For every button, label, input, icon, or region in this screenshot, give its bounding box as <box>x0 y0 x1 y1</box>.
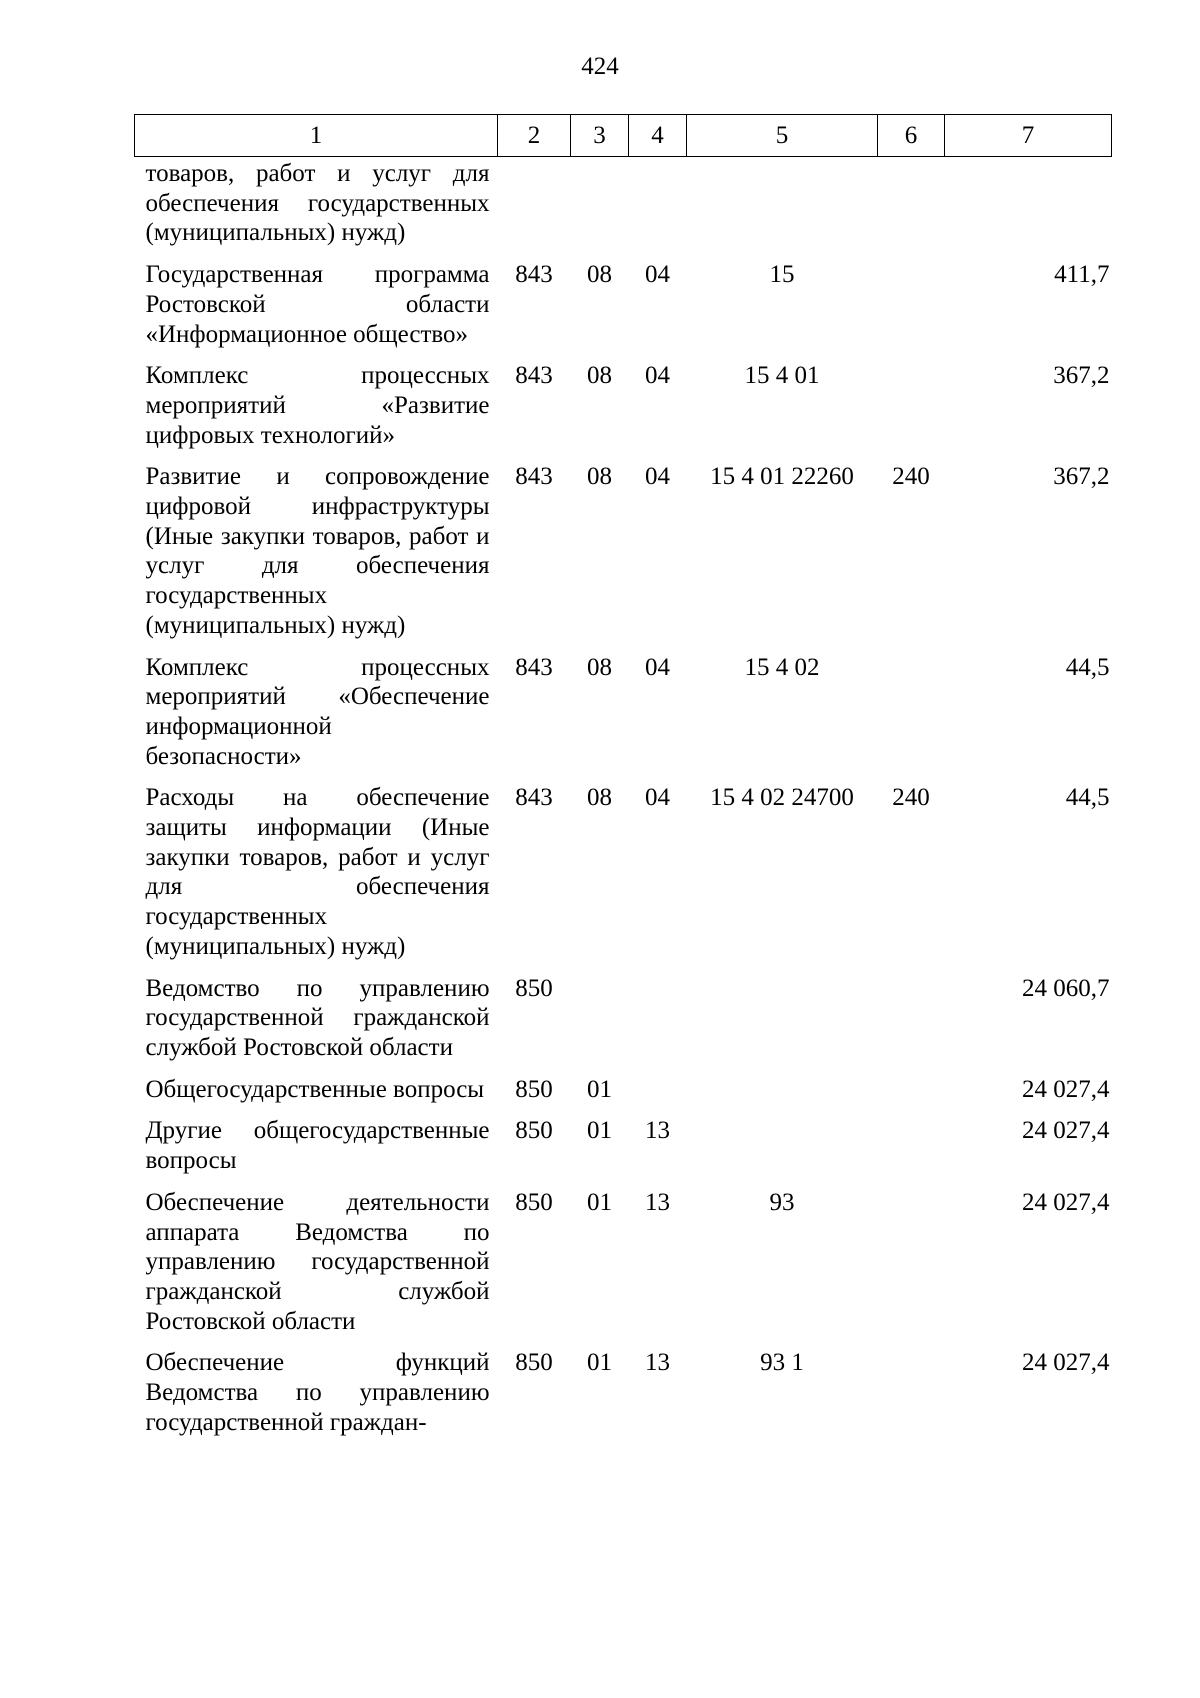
subsection-cell: 04 <box>645 261 670 289</box>
section-cell: 01 <box>587 1188 612 1216</box>
column-header-2: 2 <box>498 115 571 157</box>
admin-code-cell: 850 <box>515 1075 553 1103</box>
target-article-cell: 15 4 02 24700 <box>710 784 854 812</box>
item-name-cell: Расходы на обеспечение защиты информации (Иные закупки товаров, работ и услуг для обеспечения государственных (муниципальных) нужд) <box>145 784 490 960</box>
admin-code-cell: 850 <box>515 1117 553 1145</box>
table-row <box>135 462 1112 652</box>
item-name-cell: Комплекс процессных мероприятий «Обеспечение информационной безопасности» <box>145 653 490 770</box>
table-row <box>135 361 1112 462</box>
target-article-cell: 15 4 01 <box>744 362 820 390</box>
section-cell <box>571 974 629 1075</box>
amount-cell <box>945 157 1112 261</box>
column-header-4: 4 <box>629 115 687 157</box>
expense-type-cell <box>878 1188 945 1349</box>
page-number: 424 <box>581 53 619 80</box>
table-row <box>135 1348 1112 1449</box>
target-article-cell <box>687 974 878 1075</box>
table-row <box>135 1116 1112 1187</box>
item-name-cell: Ведомство по управлению государственной гражданской службой Ростовской области <box>145 974 490 1061</box>
header-row <box>135 115 1112 157</box>
column-header-3: 3 <box>571 115 629 157</box>
item-name-cell: Другие общегосударственные вопросы <box>145 1117 490 1175</box>
section-cell <box>571 157 629 261</box>
section-cell: 08 <box>587 653 612 681</box>
target-article-cell <box>687 157 878 261</box>
admin-code-cell: 843 <box>515 261 553 289</box>
subsection-cell: 13 <box>645 1188 670 1216</box>
admin-code-cell <box>498 157 571 261</box>
amount-cell: 24 060,7 <box>1022 974 1110 1002</box>
table-row <box>135 653 1112 784</box>
table-row <box>135 157 1112 261</box>
section-cell: 01 <box>587 1349 612 1377</box>
section-cell: 01 <box>587 1117 612 1145</box>
item-name-cell: Общегосударственные вопросы <box>145 1075 485 1103</box>
target-article-cell: 15 <box>769 261 795 289</box>
subsection-cell <box>629 157 687 261</box>
admin-code-cell: 850 <box>515 974 553 1002</box>
subsection-cell: 13 <box>645 1117 670 1145</box>
admin-code-cell: 843 <box>515 653 553 681</box>
item-name-cell: Развитие и сопровождение цифровой инфраструктуры (Иные закупки товаров, работ и услуг для обеспечения государственных (муниципальных) нужд) <box>145 463 490 639</box>
target-article-cell <box>687 1075 878 1117</box>
expense-type-cell <box>878 653 945 784</box>
subsection-cell: 04 <box>645 463 670 491</box>
section-cell: 08 <box>587 784 612 812</box>
admin-code-cell: 843 <box>515 362 553 390</box>
subsection-cell: 04 <box>645 362 670 390</box>
expense-type-cell <box>878 1116 945 1187</box>
item-name-cell: Обеспечение деятельности аппарата Ведомства по управлению государственной гражданской службой Ростовской области <box>145 1188 490 1335</box>
section-cell: 08 <box>587 463 612 491</box>
target-article-cell: 15 4 01 22260 <box>710 463 854 491</box>
expense-type-cell <box>878 361 945 462</box>
section-cell: 08 <box>587 362 612 390</box>
subsection-cell: 04 <box>645 784 670 812</box>
subsection-cell <box>629 974 687 1075</box>
admin-code-cell: 843 <box>515 784 553 812</box>
table-row <box>135 974 1112 1075</box>
amount-cell: 24 027,4 <box>1022 1117 1110 1145</box>
column-header-6: 6 <box>878 115 945 157</box>
admin-code-cell: 850 <box>515 1188 553 1216</box>
item-name-cell: Обеспечение функций Ведомства по управлению государственной граждан- <box>145 1349 490 1436</box>
expense-type-cell: 240 <box>892 463 930 491</box>
amount-cell: 44,5 <box>1065 653 1110 681</box>
amount-cell: 411,7 <box>1054 261 1110 289</box>
subsection-cell: 04 <box>645 653 670 681</box>
amount-cell: 44,5 <box>1065 784 1110 812</box>
section-cell: 08 <box>587 261 612 289</box>
admin-code-cell: 843 <box>515 463 553 491</box>
amount-cell: 24 027,4 <box>1022 1075 1110 1103</box>
column-header-1: 1 <box>135 115 498 157</box>
subsection-cell: 13 <box>645 1349 670 1377</box>
expense-type-cell <box>878 1075 945 1117</box>
target-article-cell: 15 4 02 <box>744 653 820 681</box>
table-header <box>135 115 1112 157</box>
amount-cell: 367,2 <box>1053 463 1110 491</box>
table-row <box>135 1188 1112 1349</box>
item-name-cell: Комплекс процессных мероприятий «Развитие цифровых технологий» <box>145 362 490 449</box>
admin-code-cell: 850 <box>515 1349 553 1377</box>
target-article-cell: 93 1 <box>760 1349 804 1377</box>
expense-type-cell <box>878 1348 945 1449</box>
expense-type-cell <box>878 157 945 261</box>
budget-table <box>134 114 1112 1449</box>
target-article-cell <box>687 1116 878 1187</box>
amount-cell: 367,2 <box>1053 362 1110 390</box>
item-name-cell: Государственная программа Ростовской области «Информационное общество» <box>145 261 490 348</box>
table-row <box>135 1075 1112 1117</box>
section-cell: 01 <box>587 1075 612 1103</box>
amount-cell: 24 027,4 <box>1022 1188 1110 1216</box>
column-header-7: 7 <box>945 115 1112 157</box>
table-row <box>135 260 1112 361</box>
column-header-5: 5 <box>687 115 878 157</box>
expense-type-cell <box>878 974 945 1075</box>
item-name-cell: товаров, работ и услуг для обеспечения государственных (муниципальных) нужд) <box>145 160 490 247</box>
target-article-cell: 93 <box>769 1188 795 1216</box>
subsection-cell <box>629 1075 687 1117</box>
table-body <box>135 157 1112 1450</box>
amount-cell: 24 027,4 <box>1022 1349 1110 1377</box>
expense-type-cell <box>878 260 945 361</box>
expense-type-cell: 240 <box>892 784 930 812</box>
table-row <box>135 783 1112 973</box>
